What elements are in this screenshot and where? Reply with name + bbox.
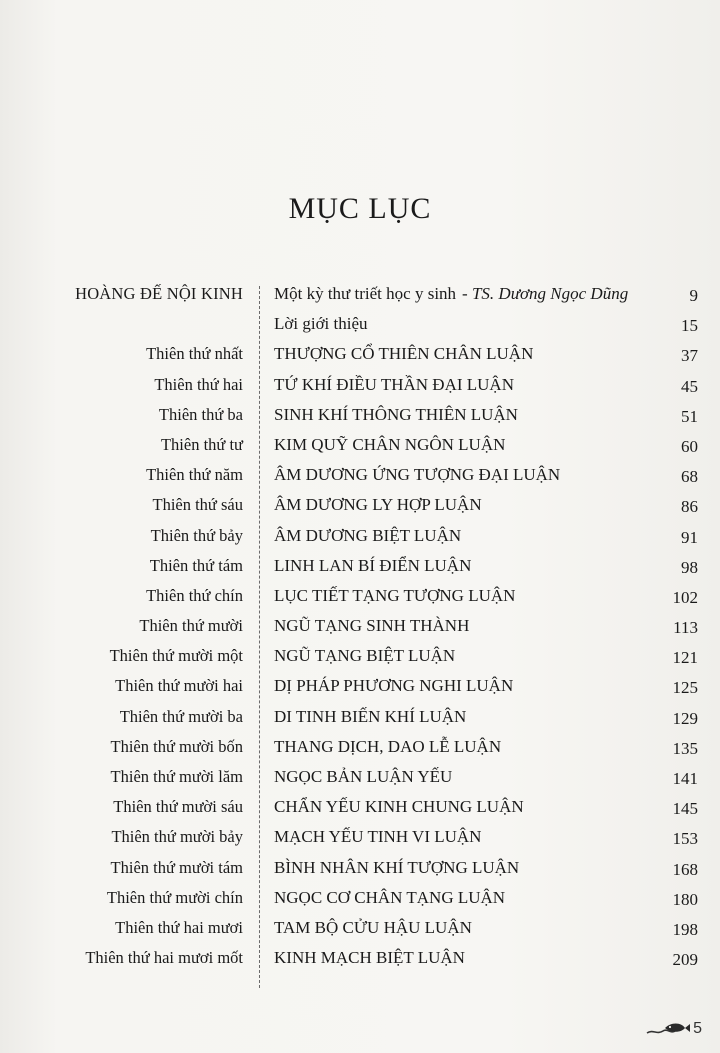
- toc-entry[interactable]: [0, 823, 720, 853]
- toc-title: [274, 344, 539, 364]
- toc-page-number: 68: [681, 467, 698, 487]
- toc-chapter-label: Thiên thứ mười một: [109, 646, 243, 666]
- toc-title-text: BÌNH NHÂN KHÍ TƯỢNG LUẬN: [274, 857, 520, 877]
- toc-entry[interactable]: [0, 522, 720, 552]
- toc-chapter-label: Thiên thứ năm: [146, 465, 243, 485]
- toc-chapter-label: Thiên thứ mười sáu: [113, 797, 243, 817]
- toc-title-text: CHẨN YẾU KINH CHUNG LUẬN: [274, 797, 524, 817]
- toc-title: [274, 948, 471, 968]
- toc-title-text: NGŨ TẠNG BIỆT LUẬN: [274, 646, 456, 666]
- toc-entry[interactable]: [0, 763, 720, 793]
- toc-title: [274, 858, 525, 878]
- toc-entry[interactable]: [0, 310, 720, 340]
- toc-page-number: 37: [681, 346, 698, 366]
- toc-author: - TS. Dương Ngọc Dũng: [462, 284, 629, 303]
- toc-entry[interactable]: [0, 914, 720, 944]
- toc-title-text: THƯỢNG CỔ THIÊN CHÂN LUẬN: [274, 344, 534, 364]
- toc-entry[interactable]: [0, 280, 720, 310]
- toc-entry[interactable]: [0, 552, 720, 582]
- toc-chapter-label: HOÀNG ĐẾ NỘI KINH: [75, 284, 243, 303]
- toc-title-text: LỤC TIẾT TẠNG TƯỢNG LUẬN: [274, 585, 516, 605]
- toc-title-text: TỨ KHÍ ĐIỀU THẦN ĐẠI LUẬN: [274, 374, 514, 394]
- toc-page-number: 153: [672, 829, 698, 849]
- toc-title-text: KIM QUỸ CHÂN NGÔN LUẬN: [274, 434, 506, 454]
- toc-title: [274, 737, 507, 757]
- toc-title-text: DỊ PHÁP PHƯƠNG NGHI LUẬN: [274, 676, 514, 696]
- toc-page-number: 51: [681, 406, 698, 426]
- toc-title-text: NGŨ TẠNG SINH THÀNH: [274, 616, 470, 636]
- toc-title: [274, 616, 475, 636]
- toc-chapter-label: Thiên thứ mười ba: [119, 706, 243, 726]
- toc-chapter-label: Thiên thứ mười hai: [115, 676, 243, 696]
- toc-title: [274, 676, 519, 696]
- toc-page-number: 135: [672, 738, 698, 758]
- toc-chapter-label: Thiên thứ bảy: [150, 525, 243, 545]
- toc-entry[interactable]: [0, 672, 720, 702]
- toc-page-number: 102: [672, 587, 698, 607]
- toc-entry[interactable]: [0, 733, 720, 763]
- toc-entry[interactable]: [0, 703, 720, 733]
- toc-title: [274, 314, 374, 334]
- toc-page-number: 9: [689, 286, 698, 305]
- toc-title-text: ÂM DƯƠNG LY HỢP LUẬN: [274, 495, 482, 515]
- fish-wave-ornament-icon: [645, 1019, 691, 1039]
- toc-title-text: DI TINH BIẾN KHÍ LUẬN: [274, 706, 467, 726]
- toc-page-number: 209: [672, 950, 698, 970]
- toc-page-number: 125: [672, 678, 698, 698]
- toc-title-text: NGỌC CƠ CHÂN TẠNG LUẬN: [274, 887, 506, 907]
- toc-chapter-label: Thiên thứ mười lăm: [110, 767, 243, 786]
- toc-title-text: ÂM DƯƠNG ỨNG TƯỢNG ĐẠI LUẬN: [274, 465, 561, 485]
- toc-page-number: 141: [672, 769, 698, 788]
- toc-chapter-label: Thiên thứ hai mươi: [115, 917, 243, 937]
- toc-title-text: NGỌC BẢN LUẬN YẾU: [274, 767, 453, 786]
- page-footer: [645, 1019, 702, 1039]
- toc-page-number: 113: [673, 618, 698, 638]
- toc-page-number: 129: [672, 708, 698, 728]
- footer-page-number: 5: [693, 1020, 702, 1037]
- toc-title: [274, 526, 467, 546]
- toc-entry[interactable]: [0, 582, 720, 612]
- toc-title-text: MẠCH YẾU TINH VI LUẬN: [274, 827, 482, 847]
- toc-title: [274, 827, 487, 847]
- toc-title: [274, 797, 530, 817]
- toc-title: [274, 435, 511, 455]
- toc-title-text: SINH KHÍ THÔNG THIÊN LUẬN: [274, 404, 518, 424]
- toc-title-text: ÂM DƯƠNG BIỆT LUẬN: [274, 525, 462, 545]
- toc-title-text: LINH LAN BÍ ĐIỂN LUẬN: [274, 555, 472, 575]
- toc-entry[interactable]: [0, 612, 720, 642]
- toc-chapter-label: Thiên thứ ba: [158, 404, 243, 424]
- toc-entry[interactable]: [0, 944, 720, 974]
- toc-page-number: 15: [681, 316, 698, 336]
- toc-entry[interactable]: [0, 642, 720, 672]
- toc-chapter-label: Thiên thứ tám: [149, 555, 243, 575]
- toc-title-text: Lời giới thiệu: [274, 314, 368, 334]
- toc-page-number: 168: [672, 859, 698, 879]
- toc-title: [274, 707, 472, 727]
- toc-page-number: 60: [681, 436, 698, 456]
- toc-title: [274, 888, 511, 908]
- toc-entry[interactable]: [0, 401, 720, 431]
- toc-title: [274, 556, 477, 576]
- toc-title: [274, 918, 478, 938]
- toc-entry[interactable]: [0, 793, 720, 823]
- toc-title: [274, 375, 520, 395]
- toc-title-text: Một kỳ thư triết học y sinh: [274, 284, 457, 303]
- toc-chapter-label: Thiên thứ mười bốn: [110, 736, 243, 756]
- toc-chapter-label: Thiên thứ nhất: [146, 344, 243, 364]
- toc-page-number: 98: [681, 557, 698, 577]
- toc-title: [274, 646, 461, 666]
- toc-entry[interactable]: [0, 854, 720, 884]
- toc-entry[interactable]: [0, 884, 720, 914]
- toc-title-text: THANG DỊCH, DAO LỄ LUẬN: [274, 736, 502, 756]
- toc-chapter-label: Thiên thứ tư: [160, 434, 243, 454]
- toc-entry[interactable]: [0, 340, 720, 370]
- toc-title: [274, 586, 521, 606]
- toc-title: [274, 495, 488, 515]
- toc-chapter-label: Thiên thứ hai mươi mốt: [85, 948, 243, 968]
- toc-chapter-label: Thiên thứ chín: [146, 585, 243, 605]
- toc-entry[interactable]: [0, 431, 720, 461]
- toc-page-number: 86: [681, 497, 698, 517]
- toc-page-number: 45: [681, 376, 698, 396]
- toc-chapter-label: Thiên thứ mười: [139, 616, 243, 636]
- toc-title: [274, 284, 628, 304]
- toc-entry[interactable]: [0, 491, 720, 521]
- toc-page-number: 91: [681, 527, 698, 547]
- toc-chapter-label: Thiên thứ mười bảy: [111, 827, 243, 847]
- toc-title-text: KINH MẠCH BIỆT LUẬN: [274, 948, 465, 968]
- toc-page-number: 145: [672, 799, 698, 819]
- toc-entry[interactable]: [0, 461, 720, 491]
- toc-title: [274, 405, 524, 425]
- toc-chapter-label: Thiên thứ hai: [154, 374, 243, 394]
- page-title: MỤC LỤC: [288, 192, 432, 225]
- toc-entry[interactable]: [0, 371, 720, 401]
- table-of-contents: [0, 280, 720, 974]
- toc-page-number: 180: [672, 889, 698, 909]
- toc-title: [274, 465, 566, 485]
- toc-chapter-label: Thiên thứ mười tám: [110, 857, 243, 877]
- toc-title: [274, 767, 458, 787]
- toc-title-text: TAM BỘ CỬU HẬU LUẬN: [274, 917, 472, 937]
- toc-chapter-label: Thiên thứ mười chín: [106, 887, 243, 907]
- toc-page-number: 198: [672, 919, 698, 939]
- toc-chapter-label: Thiên thứ sáu: [152, 495, 243, 515]
- toc-page-number: 121: [672, 648, 698, 668]
